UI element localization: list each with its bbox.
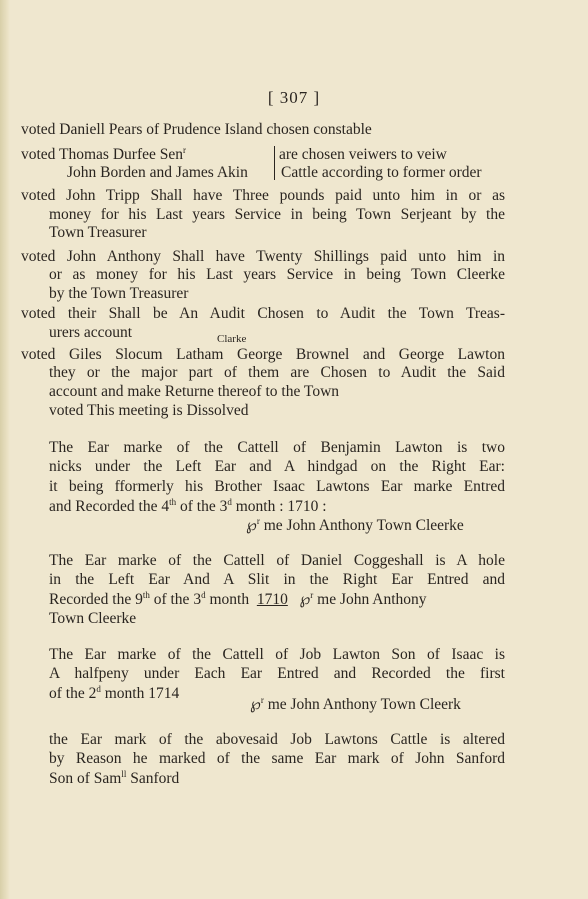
text-line: it being fformerly his Brother Isaac Lawtons Ear marke Entred — [49, 478, 505, 495]
text-line: voted Daniell Pears of Prudence Island chosen constable — [21, 121, 372, 138]
text-line: are chosen veiwers to veiw — [274, 146, 447, 180]
signature-line: ℘$^r$ me John Anthony Town Cleerk — [250, 694, 461, 713]
text-line: money for his Last years Service in being Town Serjeant by the — [49, 206, 505, 223]
text-line: voted Thomas Durfee Sen$^r$ — [21, 144, 186, 163]
page-binding-edge — [0, 0, 10, 899]
text-line: account and make Returne thereof to the Town — [49, 383, 340, 400]
marginal-note: Clarke — [217, 333, 247, 345]
text-line: John Borden and James Akin — [67, 164, 248, 181]
text-line: by the Town Treasurer — [49, 285, 189, 302]
per-glyph: ℘ — [250, 696, 261, 713]
text-line: voted Giles Slocum Latham George Brownel and George Lawton — [21, 346, 505, 363]
text-line: The Ear marke of the Cattell of Daniel Coggeshall is A hole — [49, 552, 505, 569]
text-line: the Ear mark of the abovesaid Job Lawtons Cattle is altered — [49, 731, 505, 748]
text-line: A halfpeny under Each Ear Entred and Recorded the first — [49, 665, 505, 682]
text-line: in the Left Ear And A Slit in the Right Ear Entred and — [49, 571, 505, 588]
text-line: Town Treasurer — [49, 224, 147, 241]
text-line: Town Cleerke — [49, 610, 137, 627]
text-line: nicks under the Left Ear and A hindgad on the Right Ear: — [49, 458, 505, 475]
text-line: voted John Tripp Shall have Three pounds paid unto him in or as — [21, 187, 505, 204]
per-glyph: ℘ — [246, 517, 257, 534]
text-line: they or the major part of them are Chosen to Audit the Said — [49, 364, 505, 381]
signature-line: ℘$^r$ me John Anthony Town Cleerke — [246, 515, 464, 534]
text-line: Recorded the 9th of the 3$^d$ month 1710 ℘$^r$ me John Anthony — [49, 589, 427, 608]
text-line: or as money for his Last years Service in being Town Cleerke — [49, 266, 505, 283]
text-line: Cattle according to former order — [281, 164, 482, 181]
text-line: The Ear marke of the Cattell of Benjamin Lawton is two — [49, 439, 505, 456]
text-line: voted This meeting is Dissolved — [49, 402, 249, 419]
page-number: [ 307 ] — [267, 88, 321, 107]
per-glyph: ℘ — [299, 591, 311, 608]
text-line: and Recorded the 4th of the 3$^d$ month : 1710 : — [49, 496, 327, 515]
text-line: of the 2$^d$ month 1714 — [49, 683, 180, 702]
text-line: Son of Sam$^{ll}$ Sanford — [49, 768, 180, 787]
text-line: The Ear marke of the Cattell of Job Lawton Son of Isaac is — [49, 646, 505, 663]
text-line: urers account — [49, 324, 133, 341]
text-line: voted their Shall be An Audit Chosen to Audit the Town Treas- — [21, 305, 505, 322]
text-line: voted John Anthony Shall have Twenty Shillings paid unto him in — [21, 248, 505, 265]
text-line: by Reason he marked of the same Ear mark of John Sanford — [49, 750, 505, 767]
